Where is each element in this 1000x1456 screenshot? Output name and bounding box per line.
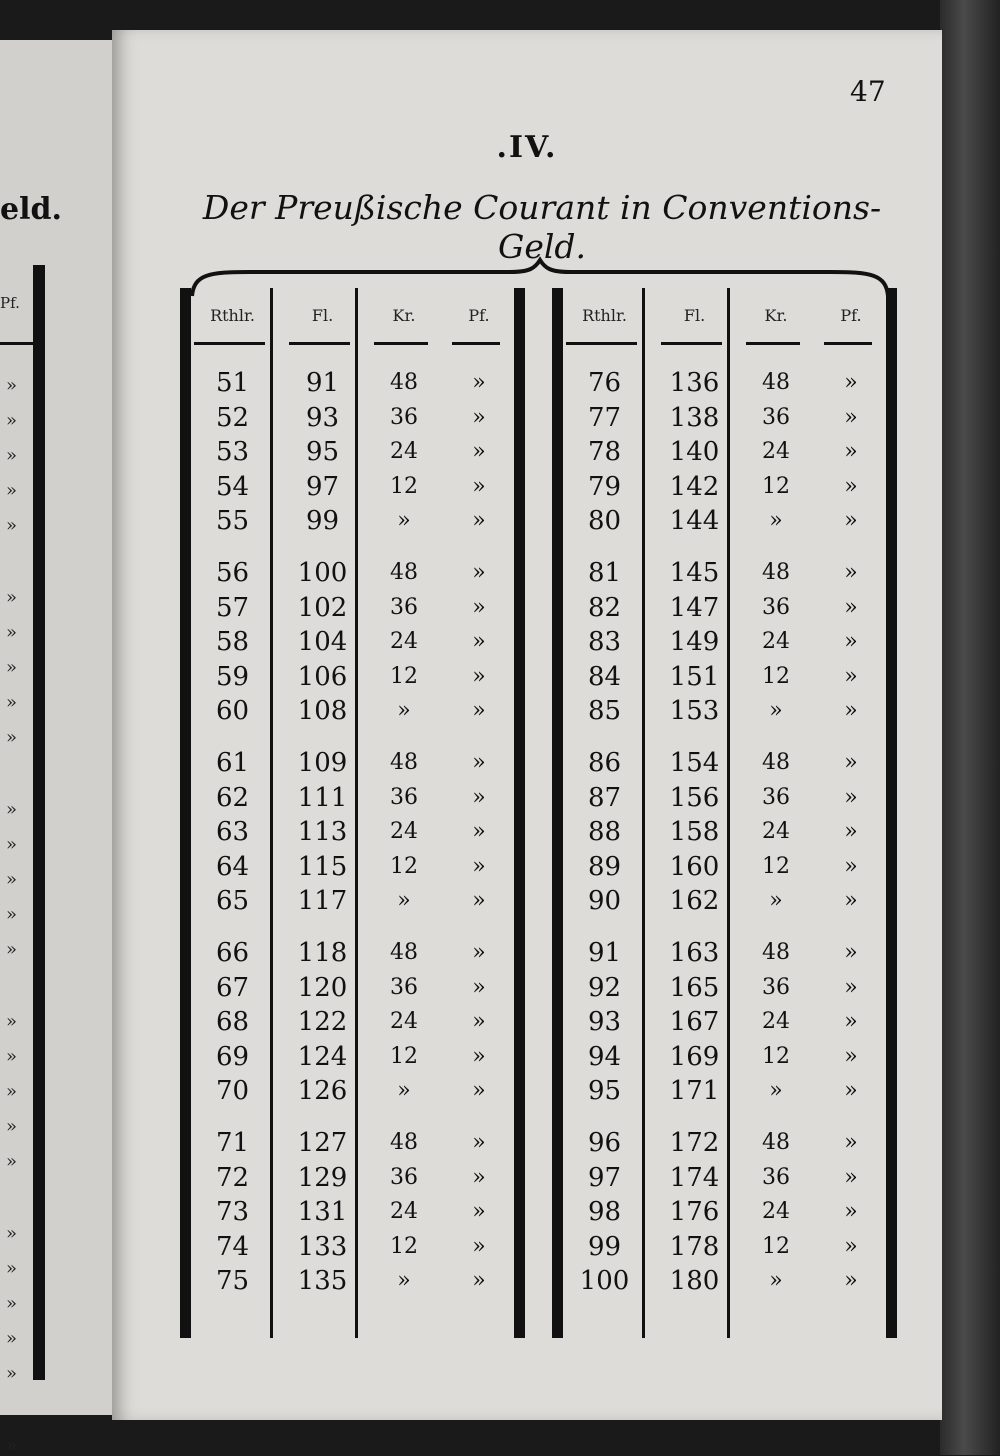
- kr-cell: 36: [390, 784, 418, 810]
- pf-cell: »: [472, 594, 486, 620]
- fl-cell: 163: [669, 938, 720, 968]
- rthlr-cell: 65: [215, 886, 250, 916]
- kr-cell: 24: [762, 1199, 790, 1224]
- kr-cell: 12: [390, 1233, 418, 1259]
- fl-cell: 120: [297, 972, 348, 1003]
- kr-cell: 12: [762, 473, 790, 499]
- kr-cell: 36: [762, 404, 790, 430]
- pf-cell: »: [844, 594, 858, 620]
- rthlr-cell: 69: [215, 1041, 250, 1072]
- pf-cell: »: [844, 1009, 858, 1034]
- rthlr-cell: 78: [587, 437, 622, 467]
- fl-cell: 122: [297, 1007, 348, 1037]
- rthlr-cell: 83: [587, 627, 622, 657]
- pf-cell: »: [472, 370, 486, 395]
- kr-cell: 36: [762, 784, 790, 810]
- kr-cell: 36: [390, 594, 418, 620]
- pf-cell: »: [844, 1268, 858, 1293]
- chapter-heading: .IV.: [496, 130, 558, 165]
- rthlr-cell: 84: [587, 661, 622, 692]
- fl-cell: 165: [669, 972, 720, 1003]
- rthlr-cell: 56: [215, 558, 250, 588]
- left-page: [0, 40, 112, 1456]
- fl-cell: 171: [669, 1076, 720, 1106]
- kr-cell: 24: [390, 629, 418, 654]
- pf-cell: »: [844, 1043, 858, 1069]
- column-header-kr: Kr.: [764, 306, 788, 325]
- left-page-quote-mark: »: [6, 1151, 18, 1172]
- rthlr-cell: 68: [215, 1007, 250, 1037]
- kr-cell: 12: [390, 473, 418, 499]
- kr-cell: »: [769, 888, 783, 913]
- kr-cell: »: [769, 698, 783, 723]
- fl-cell: 176: [669, 1197, 720, 1227]
- fl-cell: 118: [297, 938, 348, 968]
- kr-cell: 36: [762, 974, 790, 1000]
- rthlr-cell: 58: [215, 627, 250, 657]
- fl-cell: 178: [669, 1231, 720, 1262]
- fl-cell: 104: [297, 627, 348, 657]
- pf-cell: »: [844, 1130, 858, 1155]
- kr-cell: 36: [762, 1164, 790, 1190]
- left-page-quote-mark: »: [6, 1435, 18, 1456]
- fl-cell: 133: [297, 1231, 348, 1262]
- rthlr-cell: 91: [587, 938, 622, 968]
- column-header-pf: Pf.: [468, 306, 490, 325]
- rthlr-cell: 89: [587, 851, 622, 882]
- header-underline: [824, 342, 872, 345]
- rthlr-cell: 55: [215, 506, 250, 536]
- header-underline: [746, 342, 800, 345]
- rthlr-cell: 98: [587, 1197, 622, 1227]
- fl-cell: 142: [669, 471, 720, 502]
- kr-cell: 48: [762, 560, 790, 585]
- fl-cell: 126: [297, 1076, 348, 1106]
- pf-cell: »: [844, 508, 858, 533]
- pf-cell: »: [472, 819, 486, 844]
- fl-cell: 135: [297, 1266, 348, 1296]
- rthlr-cell: 77: [587, 402, 622, 433]
- table-outer-rule-right: [514, 288, 525, 1338]
- fl-cell: 111: [297, 782, 348, 813]
- fl-cell: 145: [669, 558, 720, 588]
- pf-cell: »: [472, 439, 486, 464]
- pf-cell: »: [472, 853, 486, 879]
- fl-cell: 106: [297, 661, 348, 692]
- kr-cell: 12: [390, 853, 418, 879]
- fl-cell: 156: [669, 782, 720, 813]
- fl-cell: 124: [297, 1041, 348, 1072]
- column-header-fl: Fl.: [311, 306, 334, 325]
- pf-cell: »: [472, 473, 486, 499]
- fl-cell: 180: [669, 1266, 720, 1296]
- kr-cell: 24: [390, 439, 418, 464]
- header-underline: [289, 342, 350, 345]
- left-page-quote-mark: »: [6, 375, 18, 396]
- header-underline: [194, 342, 265, 345]
- pf-cell: »: [472, 1009, 486, 1034]
- pf-cell: »: [844, 888, 858, 913]
- rthlr-cell: 96: [587, 1128, 622, 1158]
- pf-cell: »: [844, 629, 858, 654]
- left-page-quote-mark: »: [6, 939, 18, 960]
- rthlr-cell: 54: [215, 471, 250, 502]
- pf-cell: »: [844, 370, 858, 395]
- pf-cell: »: [844, 439, 858, 464]
- rthlr-cell: 85: [587, 696, 622, 726]
- kr-cell: 24: [390, 819, 418, 844]
- fl-cell: 169: [669, 1041, 720, 1072]
- kr-cell: 24: [762, 1009, 790, 1034]
- pf-cell: »: [844, 853, 858, 879]
- header-underline: [452, 342, 500, 345]
- rthlr-cell: 61: [215, 748, 250, 778]
- fl-cell: 151: [669, 661, 720, 692]
- fl-cell: 144: [669, 506, 720, 536]
- pf-cell: »: [844, 750, 858, 775]
- kr-cell: 24: [762, 819, 790, 844]
- kr-cell: 12: [390, 1043, 418, 1069]
- fl-cell: 158: [669, 817, 720, 847]
- pf-cell: »: [472, 1233, 486, 1259]
- rthlr-cell: 95: [587, 1076, 622, 1106]
- left-page-quote-mark: »: [6, 1011, 18, 1032]
- conversion-table-left: [180, 288, 525, 1338]
- pf-cell: »: [844, 1164, 858, 1190]
- rthlr-cell: 57: [215, 592, 250, 623]
- pf-cell: »: [472, 1078, 486, 1103]
- pf-cell: »: [844, 1078, 858, 1103]
- pf-cell: »: [472, 940, 486, 965]
- rthlr-cell: 76: [587, 368, 622, 398]
- conversion-table-right: [552, 288, 897, 1338]
- column-header-rthlr: Rthlr.: [210, 306, 255, 325]
- left-page-quote-mark: »: [6, 587, 18, 608]
- rthlr-cell: 86: [587, 748, 622, 778]
- kr-cell: 36: [762, 594, 790, 620]
- left-page-quote-mark: »: [6, 657, 18, 678]
- rthlr-cell: 94: [587, 1041, 622, 1072]
- pf-cell: »: [472, 698, 486, 723]
- pf-cell: »: [844, 940, 858, 965]
- kr-cell: 48: [762, 370, 790, 395]
- kr-cell: 24: [762, 439, 790, 464]
- fl-cell: 154: [669, 748, 720, 778]
- left-page-title-fragment: eld.: [0, 192, 62, 227]
- pf-cell: »: [844, 974, 858, 1000]
- left-page-quote-mark: »: [6, 834, 18, 855]
- fl-cell: 102: [297, 592, 348, 623]
- pf-cell: »: [472, 974, 486, 1000]
- fl-cell: 153: [669, 696, 720, 726]
- rthlr-cell: 64: [215, 851, 250, 882]
- fl-cell: 108: [297, 696, 348, 726]
- pf-cell: »: [472, 663, 486, 689]
- fl-cell: 147: [669, 592, 720, 623]
- rthlr-cell: 80: [587, 506, 622, 536]
- left-page-quote-mark: »: [6, 869, 18, 890]
- rthlr-cell: 81: [587, 558, 622, 588]
- left-page-quote-mark: »: [6, 799, 18, 820]
- pf-cell: »: [472, 1130, 486, 1155]
- rthlr-cell: 59: [215, 661, 250, 692]
- rthlr-cell: 53: [215, 437, 250, 467]
- fl-cell: 109: [297, 748, 348, 778]
- kr-cell: 48: [762, 1130, 790, 1155]
- left-page-quote-mark: »: [6, 480, 18, 501]
- rthlr-cell: 67: [215, 972, 250, 1003]
- left-page-quote-mark: »: [6, 1046, 18, 1067]
- rthlr-cell: 93: [587, 1007, 622, 1037]
- pf-cell: »: [472, 750, 486, 775]
- pf-cell: »: [844, 560, 858, 585]
- kr-cell: »: [769, 1268, 783, 1293]
- rthlr-cell: 51: [215, 368, 250, 398]
- pf-cell: »: [472, 1199, 486, 1224]
- pf-cell: »: [844, 1199, 858, 1224]
- fl-cell: 117: [297, 886, 348, 916]
- kr-cell: 48: [762, 940, 790, 965]
- pf-cell: »: [472, 1043, 486, 1069]
- kr-cell: »: [397, 1268, 411, 1293]
- kr-cell: 12: [762, 1233, 790, 1259]
- rthlr-cell: 88: [587, 817, 622, 847]
- pf-cell: »: [472, 784, 486, 810]
- left-page-quote-mark: »: [6, 445, 18, 466]
- kr-cell: 24: [762, 629, 790, 654]
- fl-cell: 113: [297, 817, 348, 847]
- left-page-header-rule: [0, 342, 36, 345]
- left-page-quote-mark: »: [6, 1363, 18, 1384]
- rthlr-cell: 62: [215, 782, 250, 813]
- fl-cell: 136: [669, 368, 720, 398]
- fl-cell: 97: [305, 471, 340, 502]
- fl-cell: 91: [305, 368, 340, 398]
- rthlr-cell: 75: [215, 1266, 250, 1296]
- left-page-quote-mark: »: [6, 727, 18, 748]
- kr-cell: »: [397, 888, 411, 913]
- table-outer-rule-right: [886, 288, 897, 1338]
- kr-cell: »: [397, 1078, 411, 1103]
- rthlr-cell: 90: [587, 886, 622, 916]
- left-page-quote-mark: »: [6, 410, 18, 431]
- kr-cell: 48: [390, 370, 418, 395]
- fl-cell: 162: [669, 886, 720, 916]
- right-page: [112, 30, 942, 1420]
- kr-cell: 48: [762, 750, 790, 775]
- kr-cell: »: [769, 1078, 783, 1103]
- left-page-column-rule: [33, 265, 45, 1380]
- rthlr-cell: 71: [215, 1128, 250, 1158]
- rthlr-cell: 73: [215, 1197, 250, 1227]
- fl-cell: 129: [297, 1162, 348, 1193]
- fl-cell: 115: [297, 851, 348, 882]
- left-page-quote-mark: »: [6, 904, 18, 925]
- fl-cell: 127: [297, 1128, 348, 1158]
- fl-cell: 138: [669, 402, 720, 433]
- rthlr-cell: 60: [215, 696, 250, 726]
- pf-cell: »: [844, 698, 858, 723]
- fl-cell: 93: [305, 402, 340, 433]
- page-number: 47: [850, 75, 886, 108]
- left-page-quote-mark: »: [6, 622, 18, 643]
- left-page-quote-mark: »: [6, 515, 18, 536]
- left-page-quote-mark: »: [6, 1293, 18, 1314]
- kr-cell: »: [397, 698, 411, 723]
- pf-cell: »: [844, 663, 858, 689]
- kr-cell: 12: [762, 853, 790, 879]
- pf-cell: »: [844, 1233, 858, 1259]
- kr-cell: 48: [390, 940, 418, 965]
- left-page-quote-mark: »: [6, 692, 18, 713]
- kr-cell: »: [769, 508, 783, 533]
- kr-cell: 24: [390, 1199, 418, 1224]
- rthlr-cell: 52: [215, 402, 250, 433]
- pf-cell: »: [844, 784, 858, 810]
- fl-cell: 100: [297, 558, 348, 588]
- page-title: Der Preußische Courant in Conventions-Geld.: [202, 188, 882, 266]
- kr-cell: 12: [762, 1043, 790, 1069]
- rthlr-cell: 63: [215, 817, 250, 847]
- rthlr-cell: 92: [587, 972, 622, 1003]
- pf-cell: »: [472, 629, 486, 654]
- kr-cell: »: [397, 508, 411, 533]
- pf-cell: »: [472, 508, 486, 533]
- kr-cell: 36: [390, 974, 418, 1000]
- rthlr-cell: 97: [587, 1162, 622, 1193]
- rthlr-cell: 79: [587, 471, 622, 502]
- fl-cell: 160: [669, 851, 720, 882]
- pf-cell: »: [844, 404, 858, 430]
- fl-cell: 172: [669, 1128, 720, 1158]
- pf-cell: »: [472, 1164, 486, 1190]
- pf-cell: »: [844, 473, 858, 499]
- header-underline: [374, 342, 428, 345]
- kr-cell: 36: [390, 404, 418, 430]
- pf-cell: »: [472, 404, 486, 430]
- rthlr-cell: 66: [215, 938, 250, 968]
- fl-cell: 149: [669, 627, 720, 657]
- kr-cell: 48: [390, 750, 418, 775]
- left-page-quote-mark: »: [6, 1116, 18, 1137]
- pf-cell: »: [472, 888, 486, 913]
- pf-cell: »: [472, 560, 486, 585]
- kr-cell: 48: [390, 560, 418, 585]
- fl-cell: 99: [305, 506, 340, 536]
- fl-cell: 140: [669, 437, 720, 467]
- column-header-fl: Fl.: [683, 306, 706, 325]
- fl-cell: 174: [669, 1162, 720, 1193]
- left-page-quote-mark: »: [6, 1328, 18, 1349]
- rthlr-cell: 82: [587, 592, 622, 623]
- column-header-pf: Pf.: [840, 306, 862, 325]
- kr-cell: 24: [390, 1009, 418, 1034]
- header-underline: [661, 342, 722, 345]
- left-page-quote-mark: »: [6, 1081, 18, 1102]
- fl-cell: 95: [305, 437, 340, 467]
- rthlr-cell: 70: [215, 1076, 250, 1106]
- rthlr-cell: 74: [215, 1231, 250, 1262]
- left-page-header-fragment: Pf.: [0, 294, 20, 312]
- kr-cell: 36: [390, 1164, 418, 1190]
- fl-cell: 131: [297, 1197, 348, 1227]
- pf-cell: »: [472, 1268, 486, 1293]
- kr-cell: 48: [390, 1130, 418, 1155]
- rthlr-cell: 100: [579, 1266, 630, 1296]
- column-header-kr: Kr.: [392, 306, 416, 325]
- column-header-rthlr: Rthlr.: [582, 306, 627, 325]
- rthlr-cell: 99: [587, 1231, 622, 1262]
- kr-cell: 12: [762, 663, 790, 689]
- kr-cell: 12: [390, 663, 418, 689]
- rthlr-cell: 87: [587, 782, 622, 813]
- book-binding-edge: [940, 0, 1000, 1455]
- header-underline: [566, 342, 637, 345]
- fl-cell: 167: [669, 1007, 720, 1037]
- pf-cell: »: [844, 819, 858, 844]
- left-page-quote-mark: »: [6, 1223, 18, 1244]
- left-page-quote-mark: »: [6, 1258, 18, 1279]
- rthlr-cell: 72: [215, 1162, 250, 1193]
